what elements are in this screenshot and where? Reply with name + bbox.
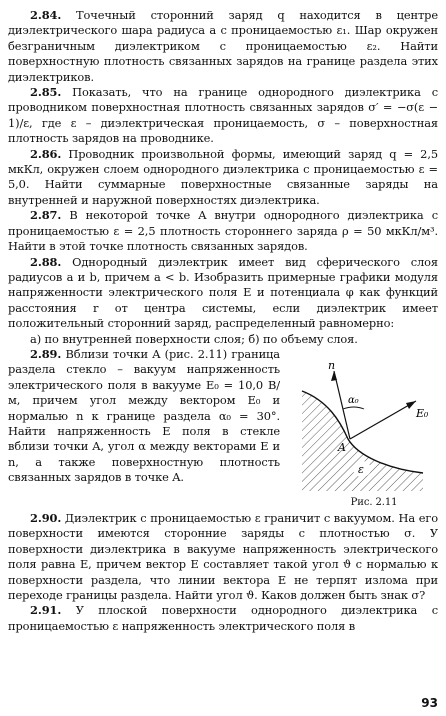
e0-arrowhead [406, 401, 416, 409]
problem-2-86 [8, 147, 438, 209]
problem-number: 2.88. [30, 254, 62, 269]
figure-diagram [288, 351, 438, 491]
problem-text: Проводник произвольной формы, имеющий заряд q = 2,5 мкКл, окружен слоем однородного диэлектрика с проницаемостью ε = 5,0. Найти суммарные поверхностные связанные заряды на внутренней и наружной поверхностях диэлектрика. [8, 146, 438, 207]
problem-2-90 [8, 511, 438, 603]
label-a: A [338, 440, 346, 454]
problem-2-87 [8, 208, 438, 254]
label-n: n [328, 358, 335, 372]
problem-2-89 [8, 346, 438, 508]
e0-vector [350, 401, 416, 439]
problem-2-88 [8, 255, 438, 332]
problem-number: 2.86. [30, 146, 62, 161]
figure-caption: Рис. 2.11 [350, 496, 398, 508]
angle-arc [343, 407, 364, 409]
page-number: 93 [421, 696, 438, 710]
problem-number: 2.90. [30, 510, 62, 525]
problem-text: Показать, что на границе однородного диэлектрика с проводником поверхностная плотность связанных зарядов σ′ = −σ(ε − 1)/ε, где ε – диэлектрическая проницаемость, σ – поверхностная плотность зарядов на проводнике. [8, 85, 438, 146]
problem-2-85 [8, 85, 438, 147]
label-epsilon: ε [358, 462, 364, 476]
problem-text: У плоской поверхности однородного диэлектрика с проницаемостью ε напряженность электрического поля в [8, 603, 438, 633]
problem-2-84 [8, 8, 438, 85]
problem-text: Диэлектрик с проницаемостью ε граничит с вакуумом. На его поверхности имеются сторонние заряды с плотностью σ. У поверхности диэлектрика в вакууме напряженность электрического поля равна E, причем вектор E составляет такой угол ϑ с нормалью к поверхности раздела, что линии вектора E не терпят излома при переходе границы раздела. Найти угол ϑ. Каков должен быть знак σ? [8, 510, 439, 602]
problem-2-91 [8, 603, 438, 634]
problem-number: 2.85. [30, 85, 62, 100]
problem-number: 2.87. [30, 208, 62, 223]
problem-number: 2.91. [30, 603, 62, 618]
problem-text: Вблизи точки A (рис. 2.11) граница раздела стекло – вакуум напряженность электрического поля в вакууме E₀ = 10,0 В/м, причем угол между вектором E₀ и нормалью n к границе раздела α₀ = 30°. Найти напряженность E поля в стекле вблизи точки A, угол α между векторами E и n, а также поверхностную плотность связанных зарядов в точке A. [8, 346, 280, 485]
label-e0: E₀ [416, 406, 429, 420]
figure-2-11 [288, 351, 438, 509]
text-body [8, 8, 438, 634]
problem-text: В некоторой точке A внутри однородного диэлектрика с проницаемостью ε = 2,5 плотность стороннего заряда ρ = 50 мкКл/м³. Найти в этой точке плотность связанных зарядов. [8, 208, 438, 254]
problem-text: Однородный диэлектрик имеет вид сферического слоя радиусов a и b, причем a < b. Изобразить примерные графики модуля напряженности электрического поля E и потенциала φ как функций расстояния r от центра системы, если диэлектрик имеет положительный сторонний заряд, распределенный равномерно: [8, 254, 438, 331]
normal-arrowhead [331, 371, 337, 381]
problem-number: 2.89. [30, 346, 62, 361]
label-alpha: α₀ [348, 394, 359, 406]
problem-2-88-options: а) по внутренней поверхности слоя; б) по объему слоя. [30, 331, 358, 346]
problem-number: 2.84. [30, 8, 62, 22]
problem-text: Точечный сторонний заряд q находится в центре диэлектрического шара радиуса a с проницаемостью ε₁. Шар окружен безграничным диэлектриком с проницаемостью ε₂. Найти поверхностную плотность связанных зарядов на границе раздела этих диэлектриков. [8, 8, 438, 84]
